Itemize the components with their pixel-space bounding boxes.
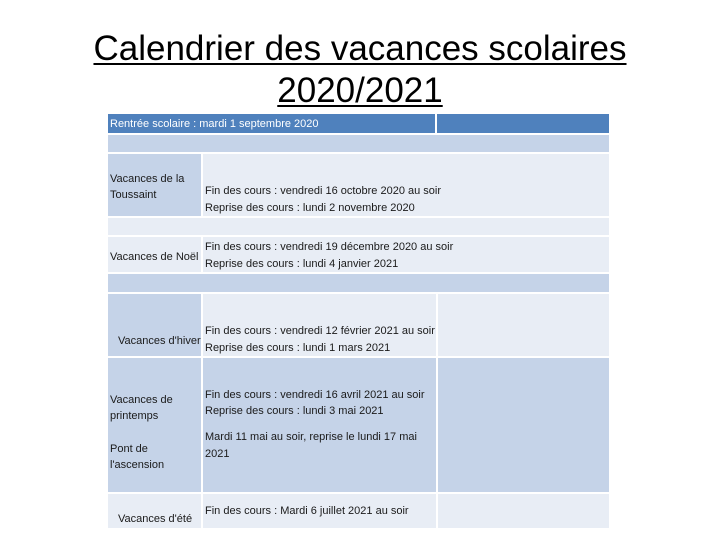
- table-row: [108, 135, 609, 152]
- row-detail: Fin des cours : Mardi 6 juillet 2021 au soir: [205, 505, 409, 517]
- row-detail: Fin des cours : vendredi 19 décembre 2020 au soir: [205, 241, 454, 253]
- table-row: [108, 218, 609, 235]
- page-title: Calendrier des vacances scolaires: [93, 29, 627, 68]
- page-title-year: 2020/2021: [277, 71, 443, 110]
- table-row: [203, 358, 436, 492]
- row-label: Vacances d'hiver: [118, 335, 201, 347]
- row-label: Toussaint: [110, 189, 157, 201]
- row-label: Vacances de: [110, 394, 173, 406]
- row-detail: Reprise des cours : lundi 4 janvier 2021: [205, 258, 399, 270]
- table-row: [108, 274, 609, 292]
- row-detail: 2021: [205, 448, 230, 460]
- row-detail: Mardi 11 mai au soir, reprise le lundi 17 mai: [205, 431, 417, 443]
- row-label: Vacances de Noël: [110, 251, 199, 263]
- row-label: l'ascension: [110, 459, 165, 471]
- row-label: printemps: [110, 410, 159, 422]
- row-detail: Fin des cours : vendredi 16 avril 2021 au soir: [205, 389, 425, 401]
- row-detail: Fin des cours : vendredi 12 février 2021 au soir: [205, 325, 435, 337]
- row-detail: Reprise des cours : lundi 2 novembre 2020: [205, 202, 415, 214]
- table-row: [438, 294, 609, 356]
- table-row: [438, 494, 609, 528]
- row-detail: Reprise des cours : lundi 3 mai 2021: [205, 405, 384, 417]
- header-cell-2: [437, 114, 609, 133]
- table-row: [438, 358, 609, 492]
- row-label: Pont de: [110, 443, 148, 455]
- row-detail: Fin des cours : vendredi 16 octobre 2020 au soir: [205, 185, 442, 197]
- row-label: Vacances d'été: [118, 513, 193, 525]
- row-detail: Reprise des cours : lundi 1 mars 2021: [205, 342, 391, 354]
- row-label: Vacances de la: [110, 173, 185, 185]
- rentree-text: Rentrée scolaire : mardi 1 septembre 2020: [110, 118, 319, 130]
